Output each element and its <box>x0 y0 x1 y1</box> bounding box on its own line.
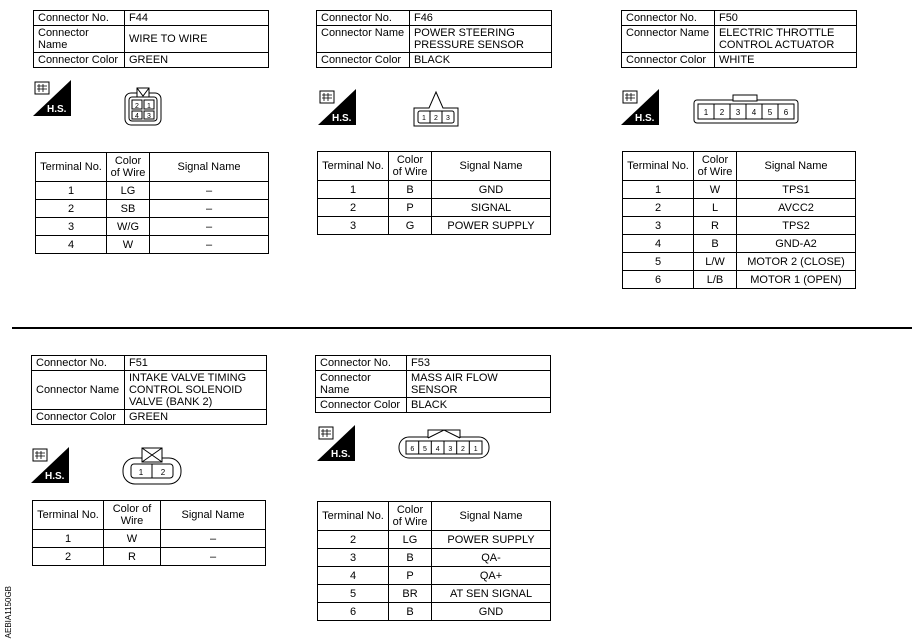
terminal-no-header: Terminal No. <box>318 152 389 181</box>
table-row <box>318 603 551 621</box>
label-connector-no: Connector No. <box>622 11 715 26</box>
label-connector-no: Connector No. <box>34 11 125 26</box>
terminal-cell: 1 <box>33 530 104 548</box>
terminal-table-f53 <box>317 501 551 621</box>
connector-face-f53 <box>398 427 490 464</box>
wire-cell: R <box>694 217 737 235</box>
pin-label: 2 <box>461 446 465 453</box>
signal-name-header: Signal Name <box>432 152 551 181</box>
table-row <box>623 181 856 199</box>
label-connector-name: Connector Name <box>316 371 407 398</box>
signal-cell: GND <box>432 181 551 199</box>
table-row <box>318 181 551 199</box>
wire-cell: W <box>104 530 161 548</box>
signal-name-header: Signal Name <box>432 502 551 531</box>
wire-cell: SB <box>107 200 150 218</box>
connector-block-f53 <box>315 355 551 413</box>
terminal-cell: 2 <box>318 531 389 549</box>
terminal-table-f44 <box>35 152 269 254</box>
wire-cell: BR <box>389 585 432 603</box>
pin-label: 1 <box>422 115 426 122</box>
signal-cell: – <box>150 218 269 236</box>
section-divider <box>12 327 912 329</box>
signal-cell: – <box>161 530 266 548</box>
connector-name-value: POWER STEERING PRESSURE SENSOR <box>409 26 551 53</box>
wire-cell: P <box>389 567 432 585</box>
table-row <box>318 531 551 549</box>
pin-label: 3 <box>147 113 151 120</box>
connector-info-table <box>33 10 269 68</box>
label-connector-no: Connector No. <box>317 11 410 26</box>
table-row <box>36 236 269 254</box>
table-row <box>36 200 269 218</box>
color-of-wire-header: Color of Wire <box>104 501 161 530</box>
label-connector-name: Connector Name <box>32 371 125 410</box>
pin-label: 6 <box>783 108 789 117</box>
terminal-cell: 5 <box>318 585 389 603</box>
color-of-wire-header: Color of Wire <box>389 152 432 181</box>
signal-cell: AT SEN SIGNAL <box>432 585 551 603</box>
pin-label: 4 <box>135 113 139 120</box>
terminal-cell: 3 <box>318 549 389 567</box>
signal-cell: AVCC2 <box>737 199 856 217</box>
connector-block-f51 <box>31 355 267 425</box>
pin-label: 6 <box>410 446 415 453</box>
connector-no-value: F46 <box>409 11 551 26</box>
wire-cell: B <box>389 549 432 567</box>
terminal-cell: 6 <box>318 603 389 621</box>
connector-no-value: F50 <box>714 11 856 26</box>
color-of-wire-header: Color of Wire <box>107 153 150 182</box>
pin-label: 4 <box>435 446 440 453</box>
connector-color-value: WHITE <box>714 53 856 68</box>
wire-cell: L/B <box>694 271 737 289</box>
wire-cell: W/G <box>107 218 150 236</box>
signal-cell: TPS1 <box>737 181 856 199</box>
wire-cell: L <box>694 199 737 217</box>
pin-label: 5 <box>423 446 427 453</box>
signal-cell: QA- <box>432 549 551 567</box>
terminal-cell: 4 <box>318 567 389 585</box>
pin-label: 2 <box>434 115 438 122</box>
table-row <box>33 548 266 566</box>
terminal-no-header: Terminal No. <box>623 152 694 181</box>
table-row <box>318 199 551 217</box>
hs-label: H.S. <box>332 113 352 124</box>
connector-no-value: F51 <box>124 356 266 371</box>
pin-label: 2 <box>160 468 166 477</box>
connector-info-table <box>31 355 267 425</box>
figure-code: AEBIA1150GB <box>4 586 13 639</box>
terminal-cell: 5 <box>623 253 694 271</box>
harness-side-icon <box>621 89 659 125</box>
wire-cell: B <box>389 603 432 621</box>
pin-label: 5 <box>767 108 773 117</box>
terminal-no-header: Terminal No. <box>33 501 104 530</box>
label-connector-no: Connector No. <box>32 356 125 371</box>
terminal-cell: 3 <box>623 217 694 235</box>
label-connector-name: Connector Name <box>317 26 410 53</box>
terminal-cell: 3 <box>318 217 389 235</box>
terminal-cell: 4 <box>36 236 107 254</box>
connector-face-f44 <box>124 87 164 132</box>
connector-color-value: GREEN <box>124 410 266 425</box>
wire-cell: B <box>389 181 432 199</box>
color-of-wire-header: Color of Wire <box>694 152 737 181</box>
terminal-no-header: Terminal No. <box>318 502 389 531</box>
table-row <box>623 217 856 235</box>
table-row <box>33 530 266 548</box>
wire-cell: R <box>104 548 161 566</box>
connector-no-value: F53 <box>407 356 551 371</box>
signal-cell: QA+ <box>432 567 551 585</box>
connector-face-f46 <box>413 90 459 133</box>
harness-side-icon <box>317 425 355 461</box>
pin-label: 4 <box>751 108 757 117</box>
pin-label: 2 <box>135 103 139 110</box>
signal-cell: MOTOR 1 (OPEN) <box>737 271 856 289</box>
table-row <box>623 271 856 289</box>
connector-name-value: ELECTRIC THROTTLE CONTROL ACTUATOR <box>714 26 856 53</box>
terminal-no-header: Terminal No. <box>36 153 107 182</box>
label-connector-color: Connector Color <box>316 398 407 413</box>
signal-cell: TPS2 <box>737 217 856 235</box>
wire-cell: W <box>107 236 150 254</box>
table-row <box>623 253 856 271</box>
terminal-cell: 4 <box>623 235 694 253</box>
signal-cell: SIGNAL <box>432 199 551 217</box>
terminal-cell: 2 <box>623 199 694 217</box>
connector-face-f50 <box>693 94 799 129</box>
connector-color-value: GREEN <box>125 53 269 68</box>
harness-side-icon <box>318 89 356 125</box>
hs-label: H.S. <box>45 471 65 482</box>
signal-cell: POWER SUPPLY <box>432 217 551 235</box>
signal-cell: POWER SUPPLY <box>432 531 551 549</box>
color-of-wire-header: Color of Wire <box>389 502 432 531</box>
label-connector-color: Connector Color <box>317 53 410 68</box>
pin-label: 1 <box>473 446 478 453</box>
terminal-table-f46 <box>317 151 551 235</box>
table-row <box>623 235 856 253</box>
connector-face-f51 <box>122 447 182 490</box>
pin-label: 1 <box>138 468 144 477</box>
connector-info-table <box>315 355 551 413</box>
terminal-cell: 1 <box>36 182 107 200</box>
connector-block-f46 <box>316 10 552 68</box>
connector-color-value: BLACK <box>407 398 551 413</box>
connector-block-f50 <box>621 10 857 68</box>
table-row <box>318 217 551 235</box>
label-connector-name: Connector Name <box>34 26 125 53</box>
terminal-cell: 6 <box>623 271 694 289</box>
wire-cell: LG <box>107 182 150 200</box>
terminal-table-f50 <box>622 151 856 289</box>
signal-cell: MOTOR 2 (CLOSE) <box>737 253 856 271</box>
connector-name-value: INTAKE VALVE TIMING CONTROL SOLENOID VALVE (BANK 2) <box>124 371 266 410</box>
connector-name-value: WIRE TO WIRE <box>125 26 269 53</box>
connector-no-value: F44 <box>125 11 269 26</box>
harness-side-icon <box>33 80 71 116</box>
label-connector-name: Connector Name <box>622 26 715 53</box>
terminal-cell: 2 <box>36 200 107 218</box>
signal-cell: – <box>150 182 269 200</box>
wire-cell: B <box>694 235 737 253</box>
pin-label: 3 <box>448 446 453 453</box>
wire-cell: W <box>694 181 737 199</box>
pin-label: 1 <box>147 103 151 110</box>
label-connector-no: Connector No. <box>316 356 407 371</box>
hs-label: H.S. <box>635 113 655 124</box>
signal-name-header: Signal Name <box>737 152 856 181</box>
table-row <box>318 549 551 567</box>
terminal-table-f51 <box>32 500 266 566</box>
terminal-cell: 3 <box>36 218 107 236</box>
label-connector-color: Connector Color <box>34 53 125 68</box>
table-row <box>318 567 551 585</box>
terminal-cell: 2 <box>33 548 104 566</box>
wire-cell: L/W <box>694 253 737 271</box>
hs-label: H.S. <box>47 104 67 115</box>
connector-color-value: BLACK <box>409 53 551 68</box>
label-connector-color: Connector Color <box>32 410 125 425</box>
signal-name-header: Signal Name <box>161 501 266 530</box>
table-row <box>36 218 269 236</box>
signal-name-header: Signal Name <box>150 153 269 182</box>
signal-cell: GND <box>432 603 551 621</box>
signal-cell: – <box>150 200 269 218</box>
connector-block-f44 <box>33 10 269 68</box>
signal-cell: GND-A2 <box>737 235 856 253</box>
terminal-cell: 1 <box>623 181 694 199</box>
signal-cell: – <box>161 548 266 566</box>
table-row <box>318 585 551 603</box>
hs-label: H.S. <box>331 449 351 460</box>
pin-label: 3 <box>446 115 450 122</box>
table-row <box>623 199 856 217</box>
harness-side-icon <box>31 447 69 483</box>
connector-name-value: MASS AIR FLOW SENSOR <box>407 371 551 398</box>
wire-cell: P <box>389 199 432 217</box>
signal-cell: – <box>150 236 269 254</box>
terminal-cell: 2 <box>318 199 389 217</box>
connector-info-table <box>621 10 857 68</box>
table-row <box>36 182 269 200</box>
connector-info-table <box>316 10 552 68</box>
terminal-cell: 1 <box>318 181 389 199</box>
wire-cell: G <box>389 217 432 235</box>
pin-label: 3 <box>735 108 741 117</box>
wire-cell: LG <box>389 531 432 549</box>
label-connector-color: Connector Color <box>622 53 715 68</box>
pin-label: 2 <box>719 108 725 117</box>
pin-label: 1 <box>703 108 709 117</box>
